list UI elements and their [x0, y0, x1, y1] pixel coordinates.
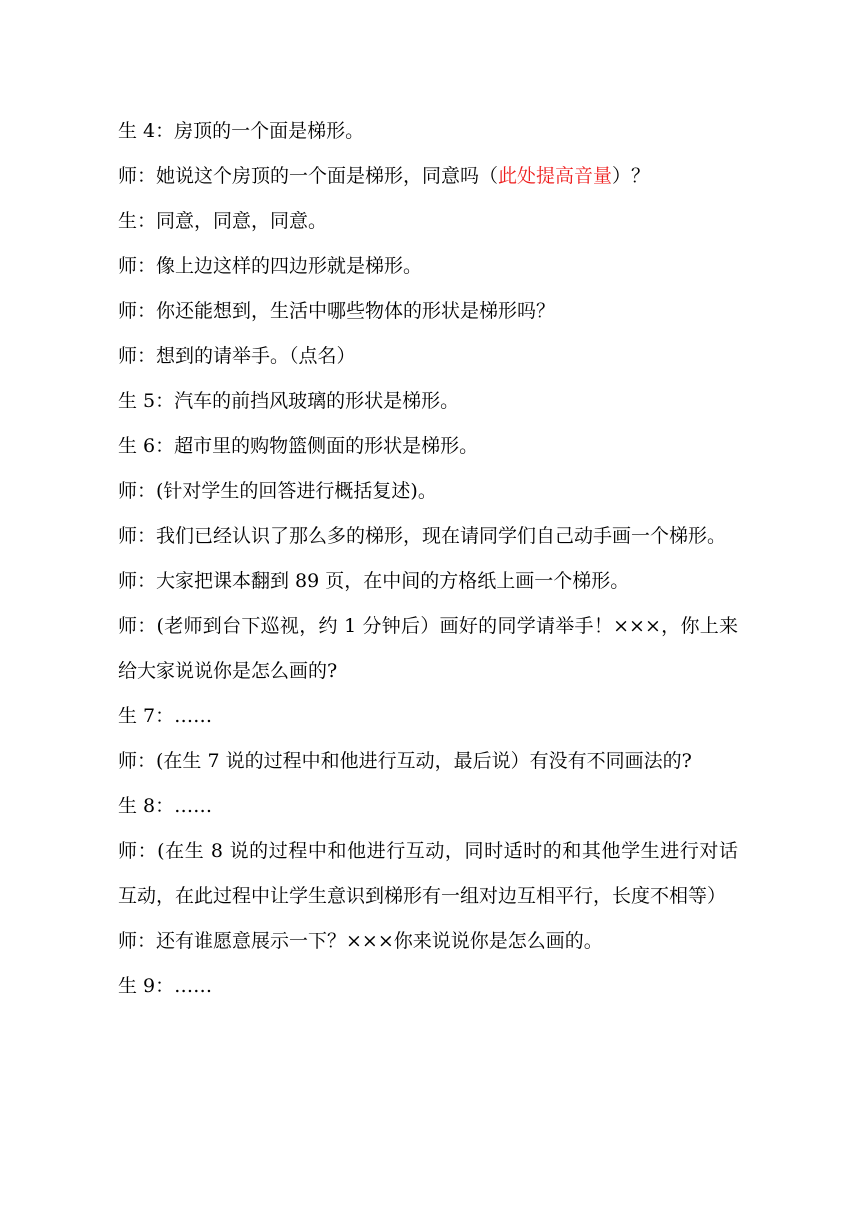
paragraph: 师：我们已经认识了那么多的梯形，现在请同学们自己动手画一个梯形。	[118, 525, 727, 547]
paragraph: 生 4：房顶的一个面是梯形。	[118, 120, 365, 142]
paragraph: 师：大家把课本翻到 89 页，在中间的方格纸上画一个梯形。	[118, 570, 630, 592]
paragraph: 生 9：……	[118, 975, 213, 997]
paragraph: 师：(针对学生的回答进行概括复述)。	[118, 480, 437, 502]
document-body	[118, 109, 738, 1009]
paragraph: 师：(老师到台下巡视，约 1 分钟后）画好的同学请举手！×××，你上来给大家说说你是怎么画的?	[118, 615, 738, 682]
paragraph	[118, 154, 738, 199]
paragraph: 师：(在生 8 说的过程中和他进行互动，同时适时的和其他学生进行对话互动，在此过程中让学生意识到梯形有一组对边互相平行，长度不相等）	[118, 840, 738, 907]
paragraph: 师：(在生 7 说的过程中和他进行互动，最后说）有没有不同画法的?	[118, 750, 692, 772]
emphasis-note: 此处提高音量	[498, 165, 613, 187]
paragraph: 生 7：……	[118, 705, 213, 727]
paragraph: 生 5：汽车的前挡风玻璃的形状是梯形。	[118, 390, 460, 412]
paragraph: 生：同意，同意，同意。	[118, 210, 328, 232]
paragraph: 生 6：超市里的购物篮侧面的形状是梯形。	[118, 435, 479, 457]
paragraph-text: ）？	[612, 165, 651, 187]
paragraph: 师：想到的请举手。（点名）	[118, 345, 356, 367]
paragraph: 师：像上边这样的四边形就是梯形。	[118, 255, 423, 277]
paragraph: 生 8：……	[118, 795, 213, 817]
paragraph: 师：你还能想到，生活中哪些物体的形状是梯形吗？	[118, 300, 556, 322]
paragraph-text: 师：她说这个房顶的一个面是梯形，同意吗（	[118, 165, 499, 187]
paragraph: 师：还有谁愿意展示一下？×××你来说说你是怎么画的。	[118, 930, 603, 952]
